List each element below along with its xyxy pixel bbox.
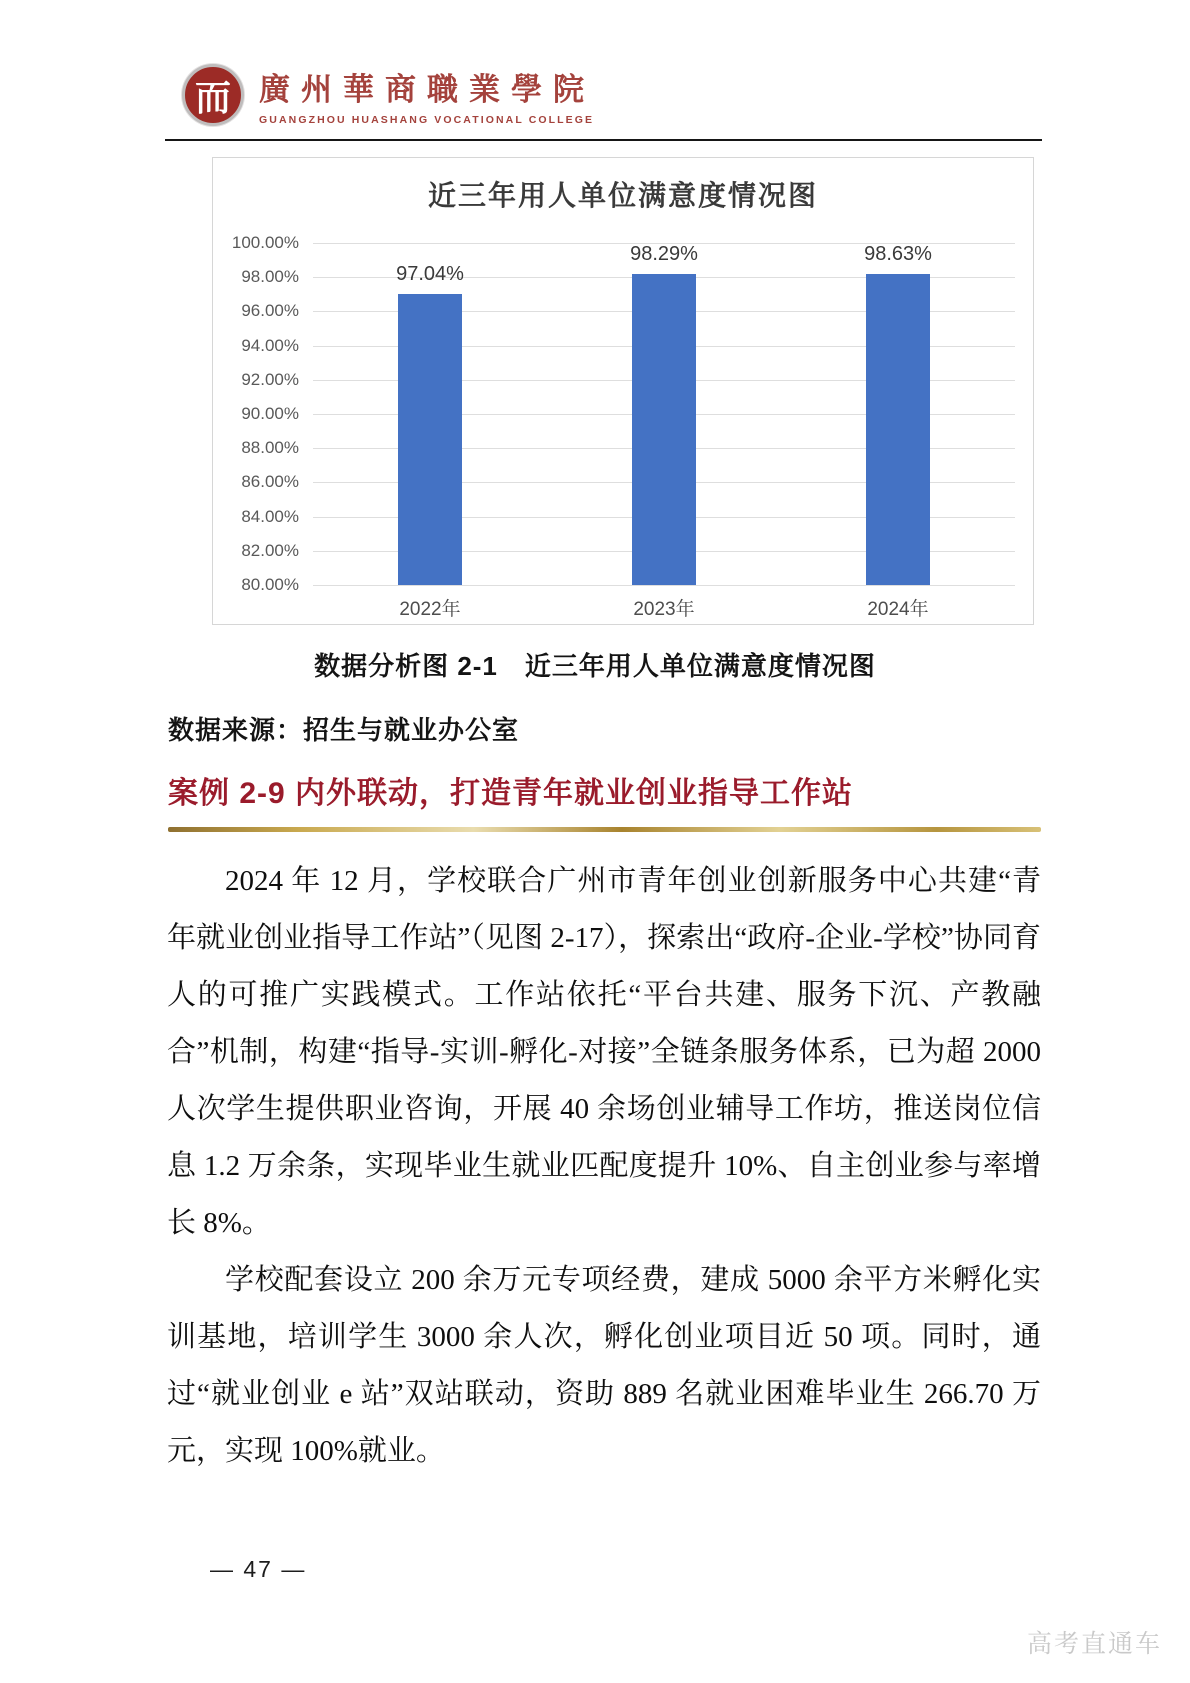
x-tick-label: 2023年 [633, 599, 695, 620]
bar-value-label: 97.04% [396, 262, 464, 285]
y-tick-label: 96.00% [241, 301, 299, 321]
gold-divider [168, 827, 1041, 832]
figure-caption: 数据分析图 2-1 近三年用人单位满意度情况图 [314, 651, 876, 681]
college-logo [182, 64, 595, 126]
chart-bar-2022年 [398, 294, 462, 585]
y-tick-label: 82.00% [241, 540, 299, 560]
case-paragraph-1: 2024 年 12 月，学校联合广州市青年创业创新服务中心共建“青年就业创业指导工作站”（见图 2-17），探索出“政府-企业-学校”协同育人的可推广实践模式。工作站依托“平台共建、服务下沉、产教融合”机制，构建“指导-实训-孵化-对接”全链条服务体系，已为超 2000 人次学生提供职业咨询，开展 40 余场创业辅导工作坊，推送岗位信息 1.2 万余条，实现毕业生就业匹配度提升 10%、自主创业参与率增长 8%。 [167, 865, 1041, 1239]
college-emblem-icon [182, 64, 244, 126]
y-tick-label: 86.00% [241, 472, 299, 492]
case-body [167, 853, 1041, 1480]
data-source-line: 数据来源：招生与就业办公室 [168, 715, 520, 745]
case-heading: 案例 2-9 内外联动，打造青年就业创业指导工作站 [168, 777, 854, 810]
bar-value-label: 98.29% [630, 243, 698, 265]
y-axis [213, 233, 305, 594]
y-tick-label: 90.00% [241, 404, 299, 423]
x-tick-label: 2022年 [399, 599, 461, 620]
bars-row [313, 243, 1015, 585]
bar-slot [547, 243, 781, 585]
logo-text [259, 64, 595, 126]
chart-bar-2024年 [866, 274, 930, 585]
header-divider [165, 139, 1042, 141]
x-tick-label: 2024年 [867, 599, 929, 620]
college-name-en: GUANGZHOU HUASHANG VOCATIONAL COLLEGE [259, 114, 595, 126]
bar-value-label: 98.63% [864, 243, 932, 265]
y-tick-label: 80.00% [241, 575, 299, 594]
satisfaction-chart [212, 157, 1034, 625]
emblem-glyph: 而 [194, 77, 231, 118]
chart-title: 近三年用人单位满意度情况图 [427, 180, 818, 211]
chart-bar-2023年 [632, 274, 696, 585]
y-tick-label: 88.00% [241, 438, 299, 458]
page-number: — 47 — [210, 1556, 307, 1582]
case-paragraph-2: 学校配套设立 200 余万元专项经费，建成 5000 余平方米孵化实训基地，培训学生 3000 余人次，孵化创业项目近 50 项。同时，通过“就业创业 e 站”双站联动，资助 889 名就业困难毕业生 266.70 万元，实现 100%就业。 [167, 1264, 1041, 1467]
college-name-cn: 廣州華商職業學院 [259, 72, 595, 107]
gridline [313, 585, 1015, 586]
y-tick-label: 98.00% [241, 267, 299, 287]
bar-slot [313, 243, 547, 585]
y-tick-label: 84.00% [241, 506, 299, 526]
y-tick-label: 100.00% [231, 233, 299, 252]
y-tick-label: 94.00% [241, 335, 299, 355]
x-axis [313, 594, 1015, 621]
watermark: 高考直通车 [1026, 1630, 1162, 1658]
y-tick-label: 92.00% [241, 369, 299, 389]
bar-slot [781, 243, 1015, 585]
